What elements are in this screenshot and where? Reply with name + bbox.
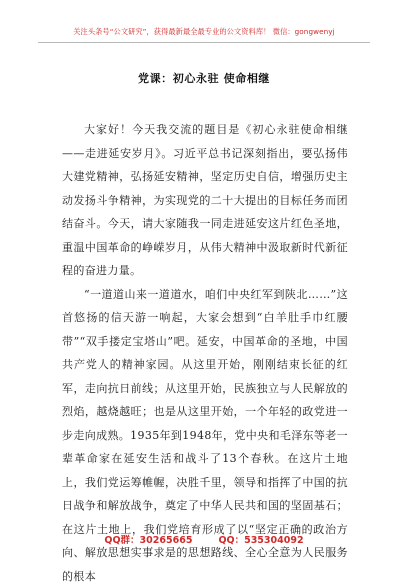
- footer-qq-group: QQ群：30265665: [104, 535, 192, 546]
- document-body: [62, 118, 348, 588]
- document-title: 党课：初心永驻 使命相继: [0, 70, 408, 86]
- paragraph-2: “一道道山来一道道水，咱们中央红军到陕北……”这首悠扬的信天游一响起，大家会想到“白羊肚手巾红腰带”“双手搂定宝塔山”吧。延安，中国革命的圣地，中国共产党人的精神家园。从这里开始，刚刚结束长征的红军，走向抗日前线；从这里开始，民族独立与人民解放的烈焰，越烧越旺；也是从这里开始，一个年轻的政党进一步走向成熟。1935年到1948年，党中央和毛泽东等老一辈革命家在延安生活和战斗了13个春秋。在这片土地上，我们党运筹帷幄，决胜千里，领导和指挥了中国的抗日战争和解放战争，奠定了中华人民共和国的坚固基石；在这片土地上，我们党培育形成了以“坚定正确的政治方向、解放思想实事求是的思想路线、全心全意为人民服务的根本: [62, 283, 348, 588]
- footer-qq-number: QQ：535304092: [218, 535, 303, 546]
- footer-contact: [0, 532, 408, 546]
- header-note: 关注头条号“公文研究”，获得最新最全最专业的公文资料库！ 微信：gongwenyj: [0, 27, 408, 37]
- header-divider: [38, 42, 370, 43]
- paragraph-1: 大家好！今天我交流的题目是《初心永驻使命相继——走进延安岁月》。习近平总书记深刻指出，要弘扬伟大建党精神，弘扬延安精神，坚定历史自信，增强历史主动发扬斗争精神，为实现党的二十大提出的目标任务而团结奋斗。今天，请大家随我一同走进延安这片红色圣地，重温中国革命的峥嵘岁月，从伟大精神中汲取新时代新征程的奋进力量。: [62, 118, 348, 283]
